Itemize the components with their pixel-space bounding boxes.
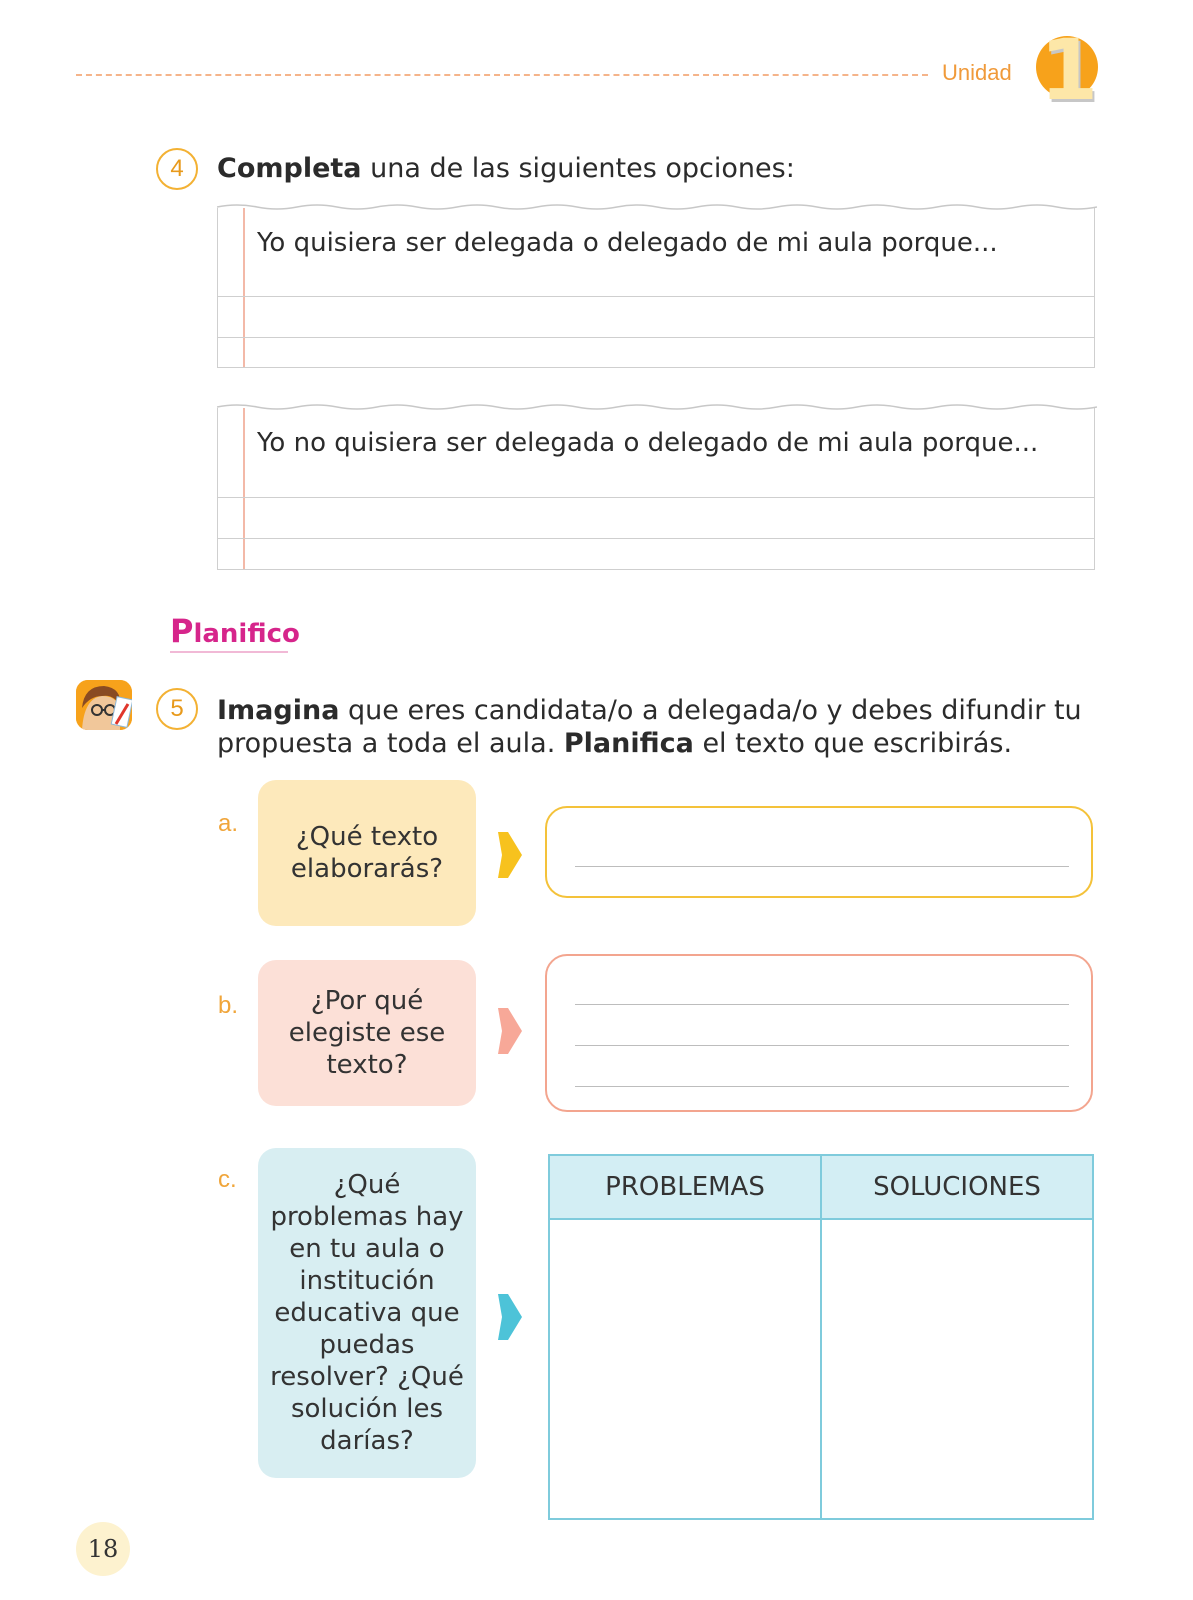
page-number: 18 (87, 1535, 119, 1563)
question-letter-c: c. (218, 1166, 237, 1193)
question-card-a (258, 780, 476, 926)
problems-cell[interactable] (549, 1219, 821, 1519)
writing-line[interactable] (218, 538, 1094, 539)
notebook-margin (243, 208, 245, 367)
instruction-text: propuesta a toda el aula. (217, 728, 564, 759)
instruction-text: que eres candidata/o a delegada/o y debes difundir tu (339, 695, 1082, 726)
problems-solutions-table (548, 1154, 1094, 1520)
instruction-verb: Planifica (563, 728, 694, 759)
question-letter-b: b. (218, 992, 239, 1019)
answer-box-a[interactable] (545, 806, 1093, 898)
instruction-text: una de las siguientes opciones: (361, 153, 795, 184)
notebook-box-option-1[interactable] (217, 208, 1095, 368)
question-text: ¿Qué problemas hay en tu aula o institución educativa que puedas resolver? ¿Qué solución les darías? (270, 1170, 464, 1456)
arrow-right-icon (498, 832, 522, 878)
question-text: ¿Por qué elegiste ese texto? (288, 986, 446, 1080)
section-title (170, 612, 300, 650)
section-title-rest: lanifico (193, 619, 300, 649)
writing-line[interactable] (575, 1045, 1069, 1046)
writing-line[interactable] (575, 1004, 1069, 1005)
activity-4-instruction (217, 152, 795, 185)
arrow-right-icon (498, 1008, 522, 1054)
answer-box-b[interactable] (545, 954, 1093, 1112)
writing-line[interactable] (218, 296, 1094, 297)
activity-number-5: 5 (156, 688, 198, 730)
notebook-box-option-2[interactable] (217, 408, 1095, 570)
question-text: ¿Qué texto elaborarás? (290, 822, 444, 884)
table-header-problems: PROBLEMAS (549, 1155, 821, 1219)
instruction-verb: Imagina (217, 695, 340, 726)
activity-5-instruction (217, 694, 1082, 760)
arrow-right-icon (498, 1294, 522, 1340)
section-title-initial: P (170, 612, 194, 650)
header-dashed-line (76, 74, 928, 76)
unit-number: 1 (1039, 21, 1099, 119)
writing-line[interactable] (218, 337, 1094, 338)
writing-line[interactable] (575, 866, 1069, 867)
writing-line[interactable] (575, 1086, 1069, 1087)
option-text: Yo no quisiera ser delegada o delegado de mi aula porque... (257, 428, 1039, 458)
unit-label: Unidad (942, 60, 1012, 85)
option-text: Yo quisiera ser delegada o delegado de mi aula porque... (257, 228, 998, 258)
notebook-margin (243, 408, 245, 569)
section-underline (170, 651, 288, 653)
writing-line[interactable] (218, 497, 1094, 498)
solutions-cell[interactable] (821, 1219, 1093, 1519)
question-card-b (258, 960, 476, 1106)
question-letter-a: a. (218, 810, 239, 837)
instruction-verb: Completa (217, 153, 362, 184)
torn-edge-icon (217, 402, 1097, 410)
activity-number-4: 4 (156, 148, 198, 190)
table-header-solutions: SOLUCIONES (821, 1155, 1093, 1219)
question-card-c (258, 1148, 476, 1478)
torn-edge-icon (217, 202, 1097, 210)
teacher-avatar-icon (76, 680, 132, 730)
instruction-text: el texto que escribirás. (693, 728, 1013, 759)
